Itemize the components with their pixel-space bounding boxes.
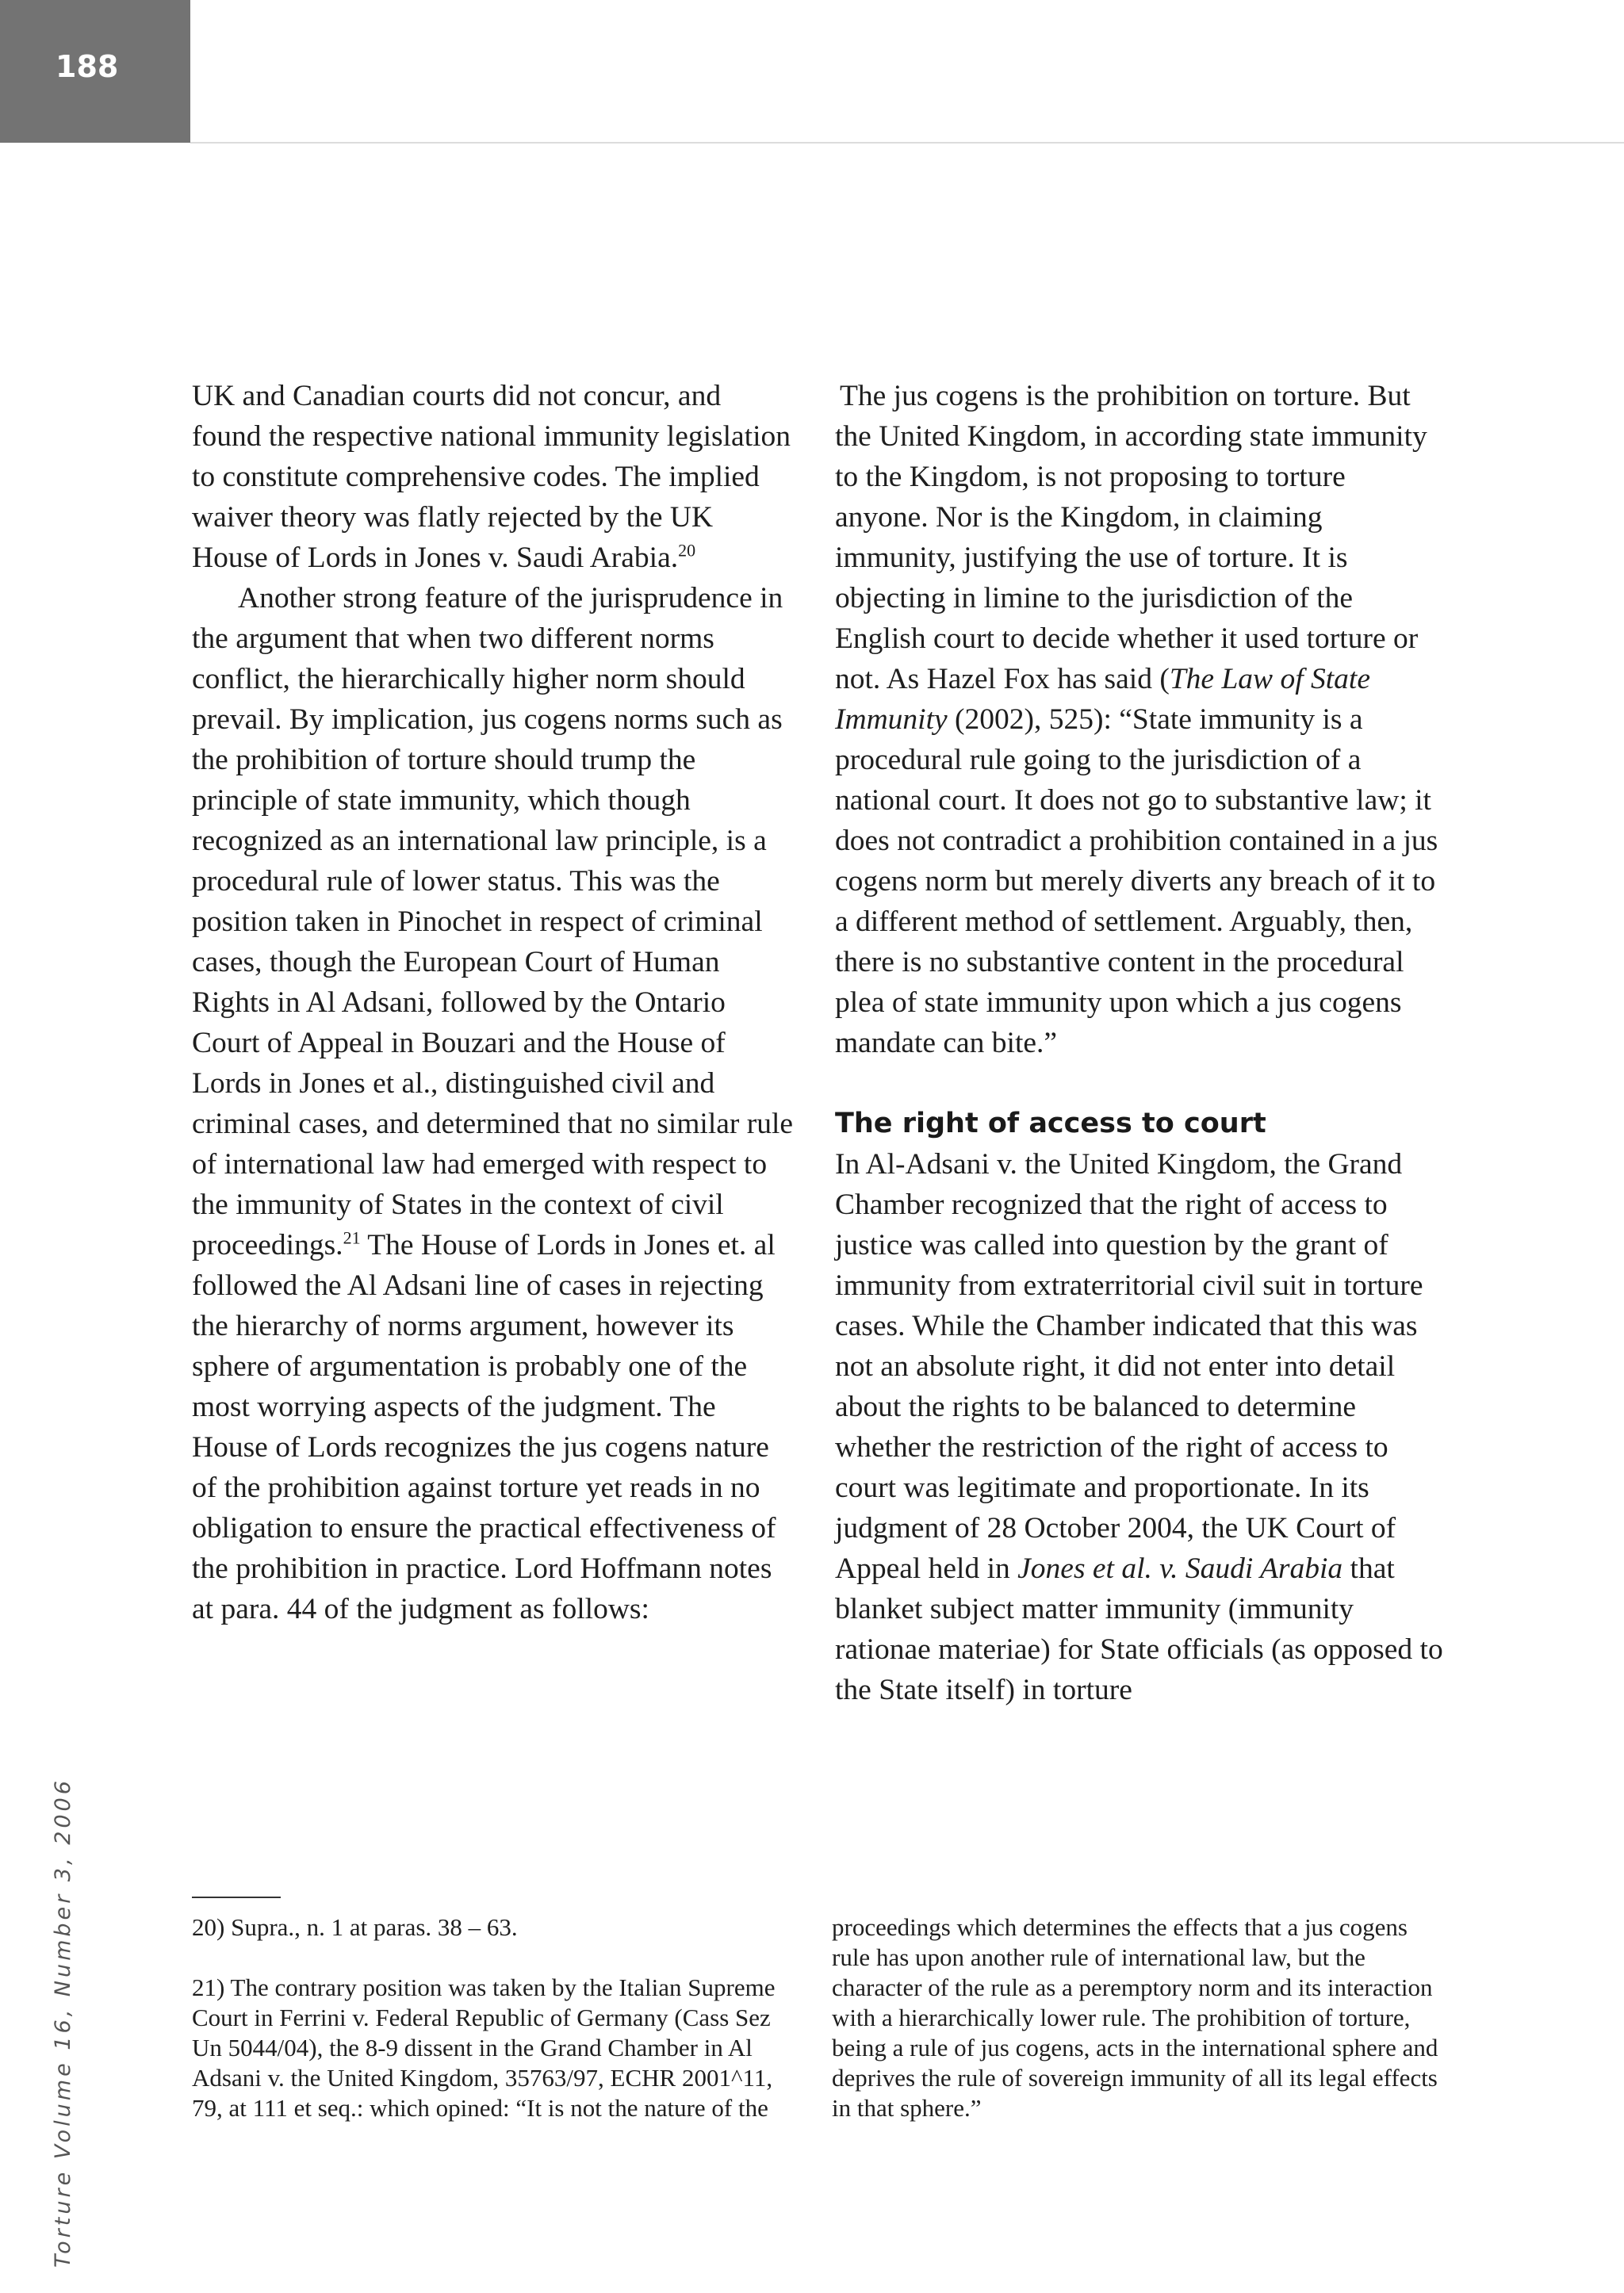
- left-paragraph-2-text-a: Another strong feature of the jurisprudence in the argument that when two different norms conflict, the hierarchically higher norm should prevail. By implication, jus cogens norms such as the prohibition of torture should trump the principle of state immunity, which though recognized as an international law principle, is a procedural rule of lower status. This was the position taken in Pinochet in respect of criminal cases, though the European Court of Human Rights in Al Adsani, followed by the Ontario Court of Appeal in Bouzari and the House of Lords in Jones et al., distinguished civil and criminal cases, and determined that no similar rule of international law had emerged with respect to the immunity of States in the context of civil proceedings.: [192, 582, 794, 1261]
- cited-book-title: The Law of State Immunity: [835, 663, 1370, 736]
- right-paragraph-2-text-b: that blanket subject matter immunity (immunity rationae materiae) for State officials (as opposed to the State itself) in torture: [835, 1552, 1443, 1706]
- footnote-ref-20: 20: [678, 540, 696, 561]
- footnotes-left: [192, 1912, 791, 2123]
- journal-sidebar-text: Torture Volume 16, Number 3, 2006: [51, 1778, 75, 2268]
- footnote-rule: [192, 1897, 281, 1898]
- right-column: [835, 376, 1446, 1710]
- left-paragraph-2-text-b: The House of Lords in Jones et. al followed the Al Adsani line of cases in rejecting the hierarchy of norms argument, however its sphere of argumentation is probably one of the most worrying aspects of the judgment. The House of Lords recognizes the jus cogens nature of the prohibition against torture yet reads in no obligation to ensure the practical effectiveness of the prohibition in practice. Lord Hoffmann notes at para. 44 of the judgment as follows:: [192, 1229, 776, 1625]
- footnote-ref-21: 21: [343, 1227, 361, 1248]
- footnote-20: 20) Supra., n. 1 at paras. 38 – 63.: [192, 1913, 518, 1941]
- left-paragraph-1: [192, 376, 795, 578]
- block-quote-text-b: (2002), 525): “State immunity is a procedural rule going to the jurisdiction of a national court. It does not go to substantive law; it does not contradict a prohibition contained in a jus cogens norm but merely diverts any breach of it to a different method of settlement. Arguably, then, there is no substantive content in the procedural plea of state immunity upon which a jus cogens mandate can bite.”: [835, 703, 1438, 1059]
- right-paragraph-2-text-a: In Al-Adsani v. the United Kingdom, the Grand Chamber recognized that the right of access to justice was called into question by the grant of immunity from extraterritorial civil suit in torture cases. While the Chamber indicated that this was not an absolute right, it did not enter into detail about the rights to be balanced to determine whether the restriction of the right of access to court was legitimate and proportionate. In its judgment of 28 October 2004, the UK Court of Appeal held in: [835, 1148, 1423, 1585]
- block-quote-text-a: The jus cogens is the prohibition on torture. But the United Kingdom, in according state immunity to the Kingdom, is not proposing to torture anyone. Nor is the Kingdom, in claiming immunity, justifying the use of torture. It is objecting in limine to the jurisdiction of the English court to decide whether it used torture or not. As Hazel Fox has said (: [835, 380, 1427, 695]
- case-name: Jones et al. v. Saudi Arabia: [1017, 1552, 1343, 1585]
- footnote-21: 21) The contrary position was taken by the Italian Supreme Court in Ferrini v. Federal Republic of Germany (Cass Sez Un 5044/04), the 8-9 dissent in the Grand Chamber in Al Adsani v. the United Kingdom, 35763/97, ECHR 2001^11, 79, at 111 et seq.: which opined: “It is not the nature of the: [192, 1973, 776, 2122]
- page-number-box: [0, 0, 190, 143]
- footnotes-right: [832, 1912, 1442, 2123]
- page-number: 188: [56, 49, 119, 84]
- left-column: [192, 376, 795, 1629]
- left-paragraph-2: [192, 578, 795, 1629]
- block-quote: [835, 376, 1446, 1063]
- header-rule: [190, 142, 1624, 144]
- left-paragraph-1-text: UK and Canadian courts did not concur, and found the respective national immunity legislation to constitute comprehensive codes. The implied waiver theory was flatly rejected by the UK House of Lords in Jones v. Saudi Arabia.: [192, 380, 791, 574]
- section-heading: The right of access to court: [835, 1108, 1266, 1139]
- right-paragraph-2: [835, 1144, 1446, 1710]
- footnote-21-continued: proceedings which determines the effects that a jus cogens rule has upon another rule of international law, but the character of the rule as a peremptory norm and its interaction with a hierarchically lower rule. The prohibition of torture, being a rule of jus cogens, acts in the international sphere and deprives the rule of sovereign immunity of all its legal effects in that sphere.”: [832, 1913, 1438, 2122]
